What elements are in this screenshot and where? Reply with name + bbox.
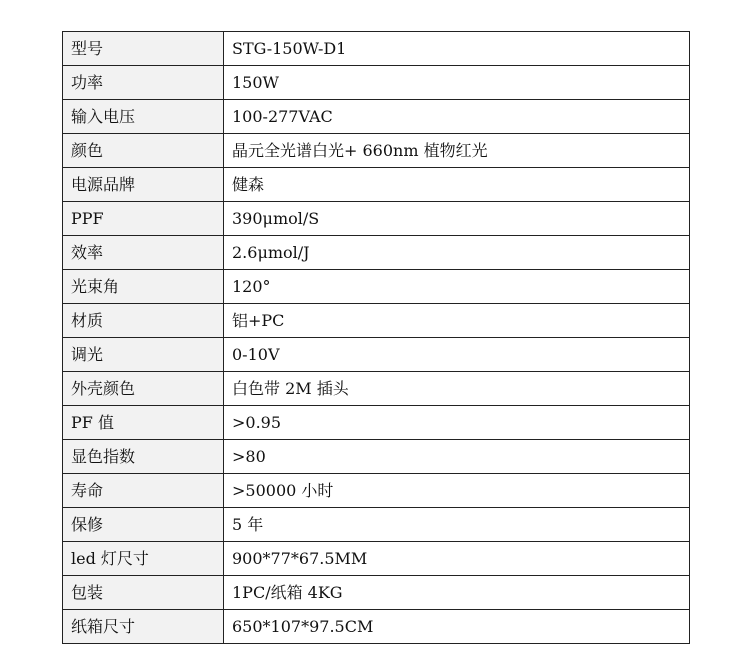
spec-label-material: 材质: [63, 304, 224, 338]
table-row: [63, 440, 690, 474]
spec-value-lifetime: >50000 小时: [224, 474, 690, 508]
table-row: [63, 304, 690, 338]
spec-value-power: 150W: [224, 66, 690, 100]
table-row: [63, 32, 690, 66]
spec-label-color: 颜色: [63, 134, 224, 168]
spec-value-packaging: 1PC/纸箱 4KG: [224, 576, 690, 610]
table-row: [63, 508, 690, 542]
spec-label-lifetime: 寿命: [63, 474, 224, 508]
table-row: [63, 100, 690, 134]
spec-label-cri: 显色指数: [63, 440, 224, 474]
spec-label-model: 型号: [63, 32, 224, 66]
table-row: [63, 406, 690, 440]
spec-label-beam-angle: 光束角: [63, 270, 224, 304]
table-row: [63, 372, 690, 406]
spec-table: [62, 31, 690, 644]
spec-value-power-supply-brand: 健森: [224, 168, 690, 202]
spec-value-input-voltage: 100-277VAC: [224, 100, 690, 134]
spec-value-warranty: 5 年: [224, 508, 690, 542]
spec-label-power: 功率: [63, 66, 224, 100]
table-row: [63, 168, 690, 202]
spec-value-model: STG-150W-D1: [224, 32, 690, 66]
spec-label-efficacy: 效率: [63, 236, 224, 270]
spec-label-housing-color: 外壳颜色: [63, 372, 224, 406]
spec-value-ppf: 390μmol/S: [224, 202, 690, 236]
spec-value-cri: >80: [224, 440, 690, 474]
spec-label-input-voltage: 输入电压: [63, 100, 224, 134]
spec-label-lamp-size: led 灯尺寸: [63, 542, 224, 576]
spec-value-carton-size: 650*107*97.5CM: [224, 610, 690, 644]
spec-value-housing-color: 白色带 2M 插头: [224, 372, 690, 406]
table-row: [63, 542, 690, 576]
table-row: [63, 66, 690, 100]
spec-value-dimming: 0-10V: [224, 338, 690, 372]
table-row: [63, 202, 690, 236]
spec-value-color: 晶元全光谱白光+ 660nm 植物红光: [224, 134, 690, 168]
table-row: [63, 576, 690, 610]
spec-value-pf: >0.95: [224, 406, 690, 440]
spec-label-packaging: 包装: [63, 576, 224, 610]
spec-value-material: 铝+PC: [224, 304, 690, 338]
table-row: [63, 270, 690, 304]
spec-label-ppf: PPF: [63, 202, 224, 236]
spec-value-beam-angle: 120°: [224, 270, 690, 304]
spec-value-lamp-size: 900*77*67.5MM: [224, 542, 690, 576]
spec-label-pf: PF 值: [63, 406, 224, 440]
table-row: [63, 134, 690, 168]
spec-label-dimming: 调光: [63, 338, 224, 372]
spec-label-warranty: 保修: [63, 508, 224, 542]
spec-value-efficacy: 2.6μmol/J: [224, 236, 690, 270]
table-row: [63, 474, 690, 508]
table-row: [63, 236, 690, 270]
spec-label-power-supply-brand: 电源品牌: [63, 168, 224, 202]
spec-label-carton-size: 纸箱尺寸: [63, 610, 224, 644]
table-row: [63, 338, 690, 372]
table-row: [63, 610, 690, 644]
